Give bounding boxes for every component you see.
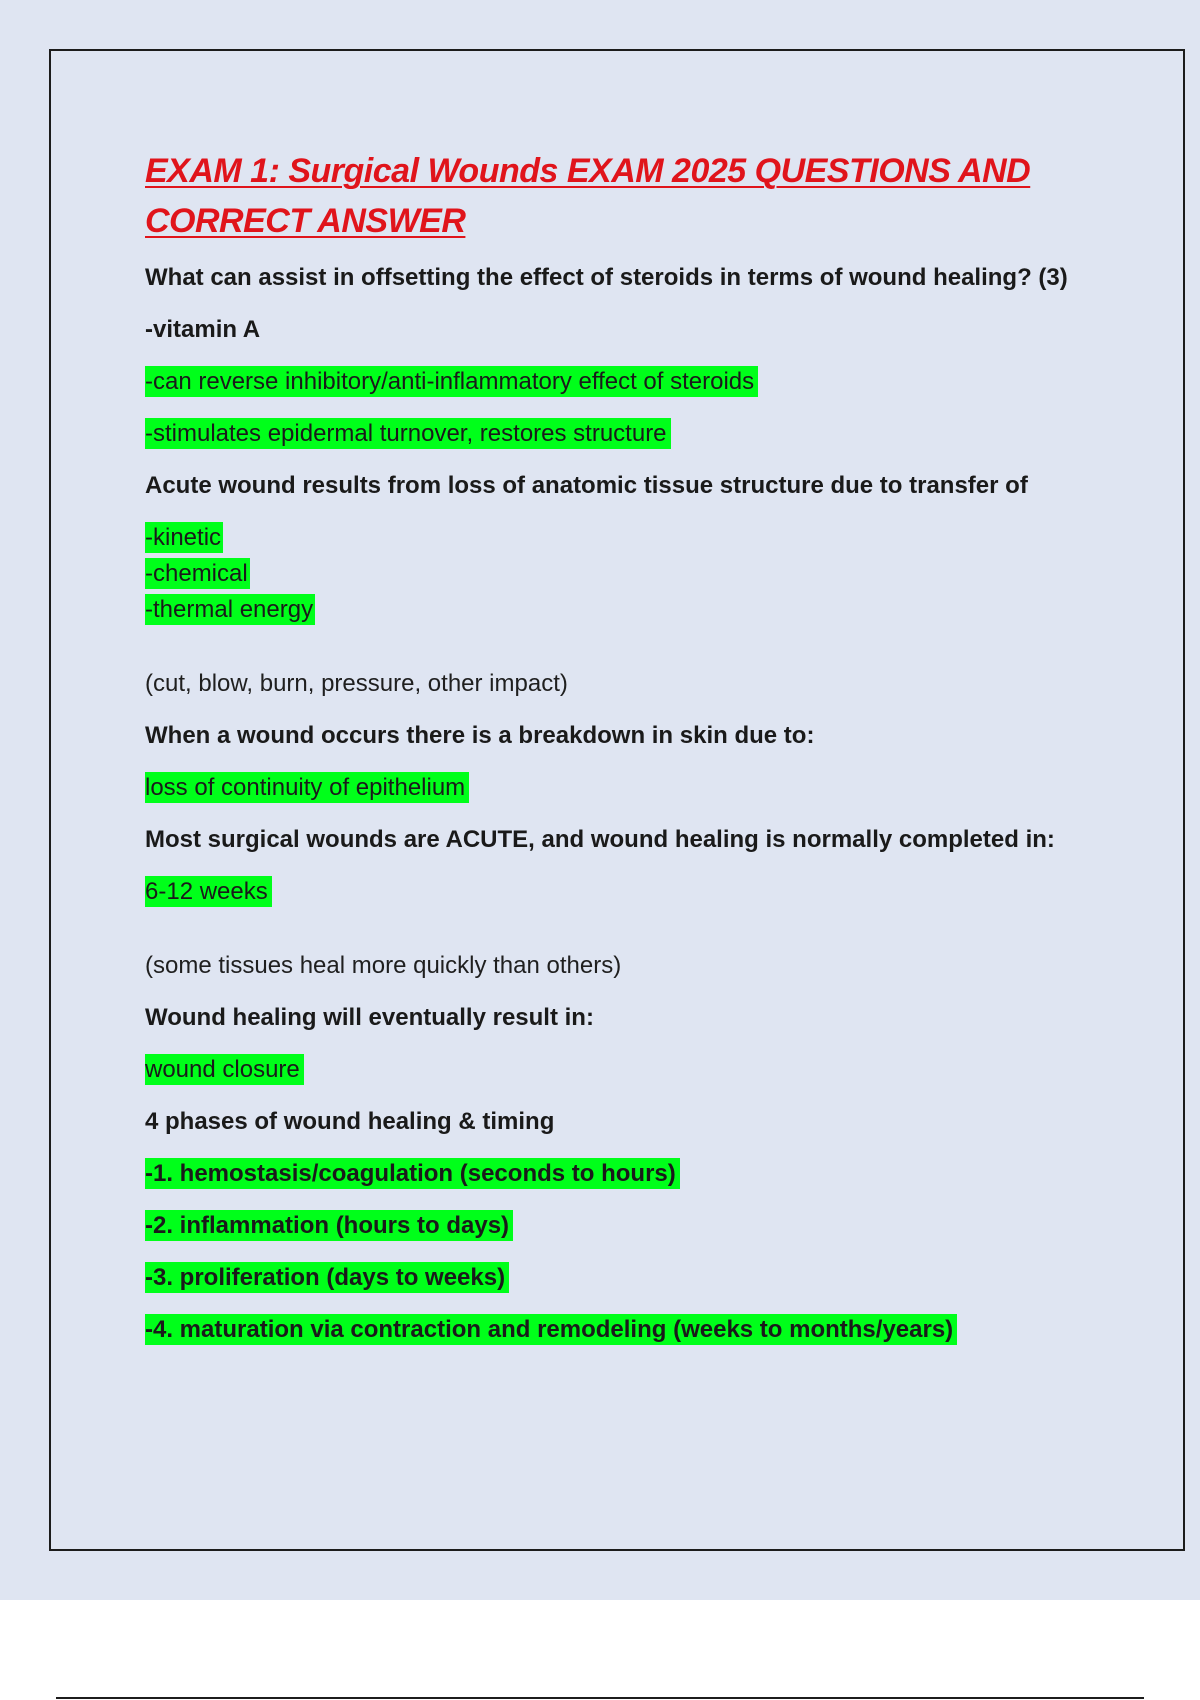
list-item: [145, 520, 1105, 556]
highlight: -kinetic: [145, 524, 222, 551]
document-title: EXAM 1: Surgical Wounds EXAM 2025 QUESTIONS AND CORRECT ANSWER: [145, 152, 1031, 240]
highlight: -1. hemostasis/coagulation (seconds to hours): [145, 1158, 680, 1189]
highlight: -thermal energy: [145, 596, 314, 623]
answer-4: [145, 874, 1105, 910]
answer-5: [145, 1052, 1105, 1088]
highlight: -3. proliferation (days to weeks): [145, 1262, 509, 1293]
answer-4-note: (some tissues heal more quickly than others): [145, 952, 622, 979]
question-6: 4 phases of wound healing & timing: [145, 1108, 555, 1135]
answer-1-point-1: [145, 364, 1105, 400]
question-5: Wound healing will eventually result in:: [145, 1004, 594, 1031]
phase-3: [145, 1260, 1105, 1296]
phase-1: [145, 1156, 1105, 1192]
phase-4: [145, 1312, 1105, 1348]
question-1: What can assist in offsetting the effect of steroids in terms of wound healing? (3): [145, 264, 1068, 291]
highlight: 6-12 weeks: [145, 876, 272, 907]
list-item: [145, 556, 1105, 592]
footer-rule: [56, 1697, 1144, 1699]
question-2: Acute wound results from loss of anatomic tissue structure due to transfer of: [145, 472, 1028, 499]
list-item: [145, 592, 1105, 628]
answer-2-note: (cut, blow, burn, pressure, other impact): [145, 670, 568, 697]
document-body: [145, 146, 1105, 1364]
highlight: -2. inflammation (hours to days): [145, 1210, 513, 1241]
highlight: -chemical: [145, 560, 248, 587]
question-4: Most surgical wounds are ACUTE, and wound healing is normally completed in:: [145, 826, 1055, 853]
answer-3: [145, 770, 1105, 806]
highlight: -4. maturation via contraction and remodeling (weeks to months/years): [145, 1314, 957, 1345]
question-3: When a wound occurs there is a breakdown in skin due to:: [145, 722, 815, 749]
highlight: wound closure: [145, 1054, 304, 1085]
answer-1-vitamin-a: -vitamin A: [145, 316, 261, 343]
answer-2-list: [145, 520, 1105, 628]
highlight: loss of continuity of epithelium: [145, 772, 469, 803]
highlight: -can reverse inhibitory/anti-inflammatory effect of steroids: [145, 366, 758, 397]
phase-2: [145, 1208, 1105, 1244]
highlight: -stimulates epidermal turnover, restores structure: [145, 418, 671, 449]
answer-1-point-2: [145, 416, 1105, 452]
